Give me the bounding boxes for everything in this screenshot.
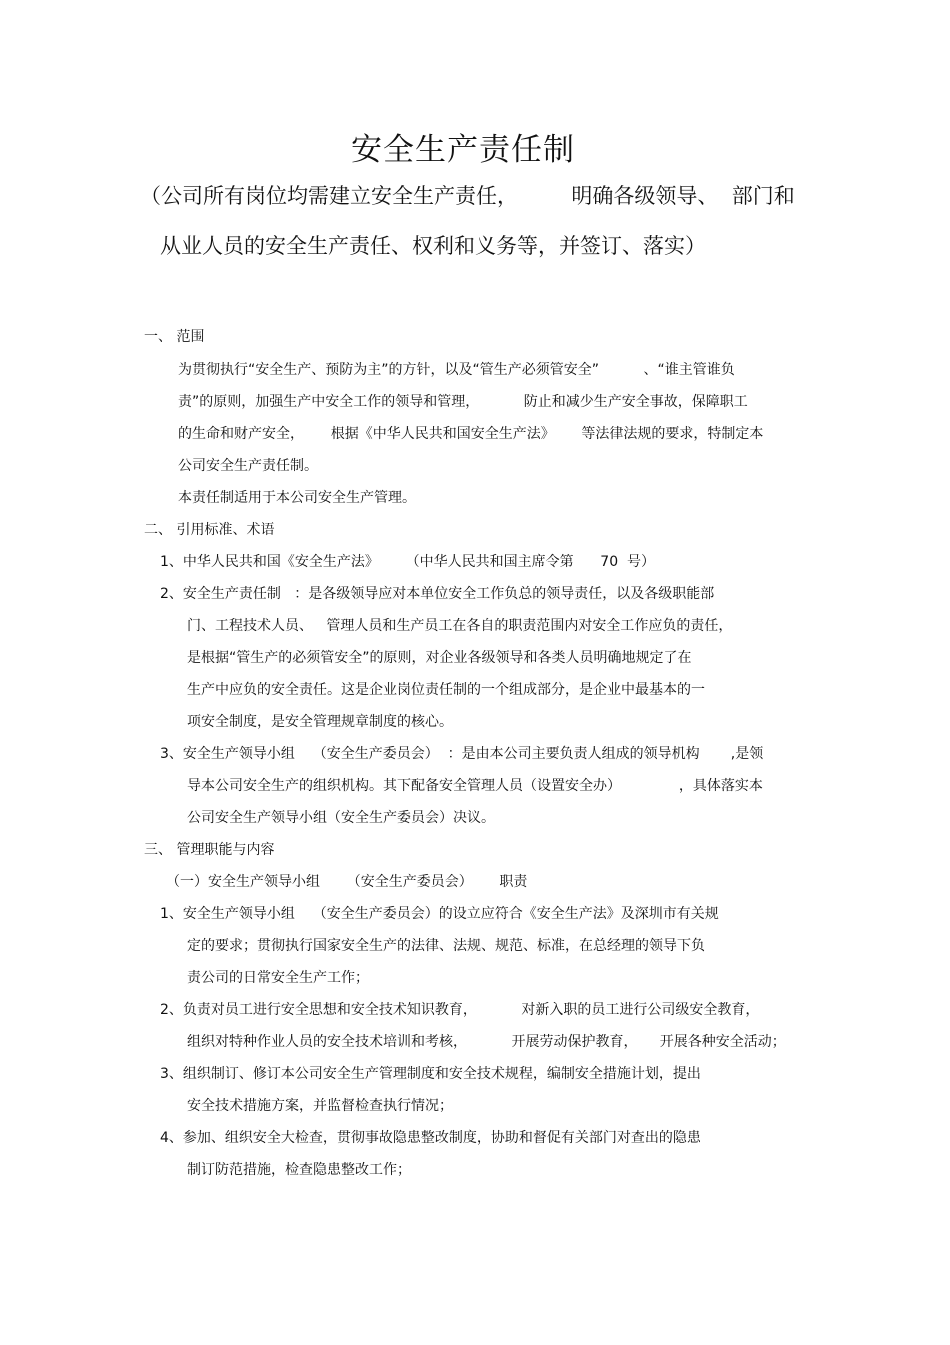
paragraph-line: 生产中应负的安全责任。这是企业岗位责任制的一个组成部分，是企业中最基本的一 <box>187 682 705 698</box>
list-item: 1、安全生产领导小组 （安全生产委员会）的设立应符合《安全生产法》及深圳市有关规 <box>160 906 719 922</box>
paragraph-line: 为贯彻执行“安全生产、预防为主”的方针，以及“管生产必须管安全” 、“谁主管谁负 <box>178 362 735 378</box>
paragraph-line: 的生命和财产安全， 根据《中华人民共和国安全生产法》 等法律法规的要求，特制定本 <box>178 426 764 442</box>
list-item: 3、安全生产领导小组 （安全生产委员会） ：是由本公司主要负责人组成的领导机构 ,是领 <box>160 746 764 762</box>
subtitle-line-1: （公司所有岗位均需建立安全生产责任， 明确各级领导、 部门和 <box>140 184 795 208</box>
paragraph-line: 项安全制度，是安全管理规章制度的核心。 <box>187 714 453 730</box>
paragraph-line: 门、工程技术人员、 管理人员和生产员工在各自的职责范围内对安全工作应负的责任， <box>187 618 733 634</box>
list-item: 2、负责对员工进行安全思想和安全技术知识教育， 对新入职的员工进行公司级安全教育， <box>160 1002 760 1018</box>
paragraph-line: 制订防范措施，检查隐患整改工作； <box>187 1162 411 1178</box>
paragraph-line: 是根据“管生产的必须管安全”的原则，对企业各级领导和各类人员明确地规定了在 <box>187 650 692 666</box>
subsection-heading: （一）安全生产领导小组 （安全生产委员会） 职责 <box>166 874 528 890</box>
paragraph-line: 组织对特种作业人员的安全技术培训和考核， 开展劳动保护教育， 开展各种安全活动； <box>187 1034 786 1050</box>
paragraph-line: 导本公司安全生产的组织机构。其下配备安全管理人员（设置安全办） ，具体落实本 <box>187 778 763 794</box>
section-heading-standards: 二、 引用标准、术语 <box>144 522 275 538</box>
paragraph-line: 公司安全生产责任制。 <box>178 458 318 474</box>
section-heading-management: 三、 管理职能与内容 <box>144 842 275 858</box>
list-item: 1、中华人民共和国《安全生产法》 （中华人民共和国主席令第 70 号） <box>160 554 656 570</box>
list-item: 2、安全生产责任制 ：是各级领导应对本单位安全工作负总的领导责任，以及各级职能部 <box>160 586 715 602</box>
paragraph-line: 公司安全生产领导小组（安全生产委员会）决议。 <box>187 810 495 826</box>
list-item: 4、参加、组织安全大检查，贯彻事故隐患整改制度，协助和督促有关部门对查出的隐患 <box>160 1130 701 1146</box>
paragraph-line: 定的要求；贯彻执行国家安全生产的法律、法规、规范、标准，在总经理的领导下负 <box>187 938 705 954</box>
subtitle-line-2: 从业人员的安全生产责任、权利和义务等，并签订、落实） <box>160 234 706 258</box>
document-title: 安全生产责任制 <box>351 132 575 168</box>
list-item: 3、组织制订、修订本公司安全生产管理制度和安全技术规程，编制安全措施计划，提出 <box>160 1066 701 1082</box>
paragraph-line: 安全技术措施方案，并监督检查执行情况； <box>187 1098 453 1114</box>
paragraph-line: 本责任制适用于本公司安全生产管理。 <box>178 490 416 506</box>
paragraph-line: 责公司的日常安全生产工作； <box>187 970 369 986</box>
paragraph-line: 责”的原则，加强生产中安全工作的领导和管理， 防止和减少生产安全事故，保障职工 <box>178 394 748 410</box>
section-heading-scope: 一、 范围 <box>144 329 205 345</box>
